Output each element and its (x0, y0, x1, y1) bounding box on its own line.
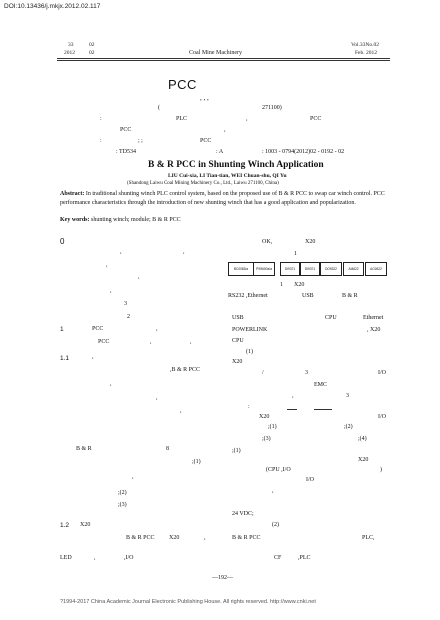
english-keywords (60, 217, 181, 223)
section-1-pcc: PCC (92, 326, 104, 332)
intro-comma-4: , (138, 274, 140, 280)
intro-ref-3: 3 (124, 301, 127, 307)
paper-title: PCC (168, 77, 197, 92)
s12-comma: , (204, 535, 206, 541)
module-ps9600: PS9600a/a (253, 262, 275, 276)
author-separators: , , , (200, 94, 209, 102)
abstract-comma: , (246, 116, 248, 122)
left-item-3: ;(3) (118, 502, 127, 508)
s12-x20-b: X20 (169, 535, 180, 541)
abstract-pcc: PCC (310, 116, 322, 122)
s11-comma-4: , (180, 408, 182, 414)
io-3: I/O (306, 477, 314, 483)
abstract-text: In traditional shunting winch PLC control system, based on the proposed use of B & R PCC to swap car winch control. PCC performance characteristics through the introduction of new shunting winch that has a good application and popularization. (60, 191, 385, 206)
section-1-2-heading: 1.2 (60, 522, 70, 529)
usb-1: USB (302, 293, 314, 299)
right-item-2: ;(2) (344, 424, 353, 430)
close-paren: ) (380, 467, 382, 473)
vdc: 24 VDC; (232, 511, 254, 517)
powerlink: POWERLINK (232, 327, 268, 333)
s11-comma: , (92, 354, 94, 360)
led-comma: , (94, 555, 96, 561)
intro-comma-1: , (120, 249, 122, 255)
keywords-pcc: PCC (200, 138, 212, 144)
s11-comma-2: , (110, 381, 112, 387)
emc: EMC (314, 382, 328, 388)
left-item-1: ;(1) (192, 459, 201, 465)
header-rule-thin (57, 60, 390, 61)
intro-ref-2: 2 (127, 314, 130, 320)
header-volume-right: Vol.33No.02 (351, 42, 380, 48)
s12-x20: X20 (80, 522, 91, 528)
document-code: : A (216, 149, 224, 155)
keywords-label: Key words: (60, 217, 90, 223)
page-number: —192— (212, 575, 233, 581)
cpu-2: CPU (232, 338, 244, 344)
led-io: ,I/O (124, 555, 134, 561)
classification-number: : TD534 (116, 149, 137, 155)
right-ok: OK, (262, 239, 273, 245)
left-item-2: ;(2) (118, 490, 127, 496)
section-0-heading: 0 (60, 237, 65, 246)
bnr-number: 8 (166, 446, 169, 452)
article-id: : 1003 - 0794(2012)02 - 0192 - 02 (262, 149, 345, 155)
s11-bnr-pcc: ,B & R PCC (170, 367, 201, 373)
abstract-plc: PLC (176, 116, 188, 122)
x20-2: , X20 (367, 327, 381, 333)
section-1-1-heading: 1.1 (60, 355, 70, 362)
comma-a: , (292, 393, 294, 399)
header-issue: 02 (89, 42, 95, 48)
three-2: 3 (346, 393, 349, 399)
usb-2: USB (232, 315, 244, 321)
header-rule (57, 58, 390, 59)
slash: / (262, 370, 264, 376)
header-issue-2: 02 (89, 50, 95, 56)
right-item-1: ;(1) (268, 424, 277, 430)
x20-4: X20 (259, 414, 270, 420)
header-year: 2012 (64, 50, 75, 56)
header-date-right: Feb. 2012 (355, 50, 377, 56)
header-volume: 33 (68, 42, 74, 48)
io-2: I/O (378, 414, 386, 420)
section-1-comma: , (156, 326, 158, 332)
io-1: I/O (378, 370, 386, 376)
ethernet: Ethernet (363, 315, 384, 321)
bnr-pcc-2: B & R PCC (232, 535, 261, 541)
affiliation-paren: ( (158, 105, 160, 111)
led-line: LED (60, 555, 72, 561)
figure-label: 1 (280, 282, 283, 288)
module-bc0083: BC0083/a (228, 262, 254, 276)
pcc-comma-2: , (190, 339, 192, 345)
pcc-comma-1: , (150, 339, 152, 345)
cf: CF (274, 555, 282, 561)
intro-comma-2: , (183, 249, 185, 255)
right-x20-1: X20 (305, 239, 316, 245)
s11-comma-3: , (156, 395, 158, 401)
x20-3: X20 (232, 359, 243, 365)
abstract-label: Abstract: (60, 191, 85, 197)
journal-name: Coal Mine Machinery (189, 50, 242, 56)
plc: PLC, (362, 535, 375, 541)
right-item-3: ;(3) (262, 436, 271, 442)
bnr-right: B & R (342, 293, 358, 299)
english-title: B & R PCC in Shunting Winch Application (148, 160, 324, 170)
module-ai4622: AI4622 (343, 262, 364, 276)
right-item-4: ;(4) (358, 436, 367, 442)
english-affiliation: (Shandong Laiwu Coal Mining Machinery Co., Ltd., Laiwu 271100, China) (127, 181, 279, 186)
english-abstract (60, 190, 390, 207)
x20-5: X20 (358, 457, 369, 463)
right-num-1: 1 (294, 251, 297, 257)
abstract-colon: : (100, 116, 102, 122)
rs232-ethernet: RS232 ,Ethernet (228, 293, 268, 299)
keywords-separators: ; ; (138, 138, 143, 144)
plc-2: ,PLC (298, 555, 311, 561)
three: 3 (305, 370, 308, 376)
s12-bnr-pcc: B & R PCC (126, 535, 155, 541)
figure-x20: X20 (294, 282, 305, 288)
module-di9371-b: DI9371 (300, 262, 320, 276)
abstract-line2-comma: , (224, 127, 226, 133)
english-authors: LIU Cui-xia, LI Tian-tian, WEI Chuan-shu, QI Yu (168, 173, 287, 179)
section-1-heading: 1 (60, 326, 64, 333)
bnr-comma: , (132, 474, 134, 480)
cpu-1: CPU (325, 315, 337, 321)
copyright-footer: ?1994-2017 China Academic Journal Electronic Publishing House. All rights reserved. http://www.cnki.net (60, 599, 316, 605)
paren-2: (2) (272, 522, 279, 528)
colon: : (248, 404, 250, 410)
paren-1: (1) (246, 349, 253, 355)
pcc-line: PCC (98, 339, 110, 345)
module-ao2622: AO2622 (365, 262, 387, 276)
module-di9371-a: DI9371 (280, 262, 300, 276)
dash-line-2 (314, 409, 332, 410)
dash-line-1 (287, 409, 297, 410)
comma-b: , (272, 488, 274, 494)
module-do9322: DO9322 (320, 262, 342, 276)
right-item-5: ;(1) (232, 448, 241, 454)
affiliation-postcode: 271100) (262, 105, 282, 111)
bnr-line: B & R (76, 446, 92, 452)
intro-comma-5: , (110, 288, 112, 294)
keywords-colon: : (100, 138, 102, 144)
abstract-line2-pcc: PCC (120, 127, 132, 133)
keywords-text: shunting winch; module; B & R PCC (91, 217, 181, 223)
intro-comma-3: , (106, 262, 108, 268)
x20-module-strip (228, 262, 386, 274)
cpu-io: (CPU ,I/O (266, 467, 291, 473)
doi: DOI:10.13436/j.mkjx.2012.02.117 (4, 3, 101, 10)
